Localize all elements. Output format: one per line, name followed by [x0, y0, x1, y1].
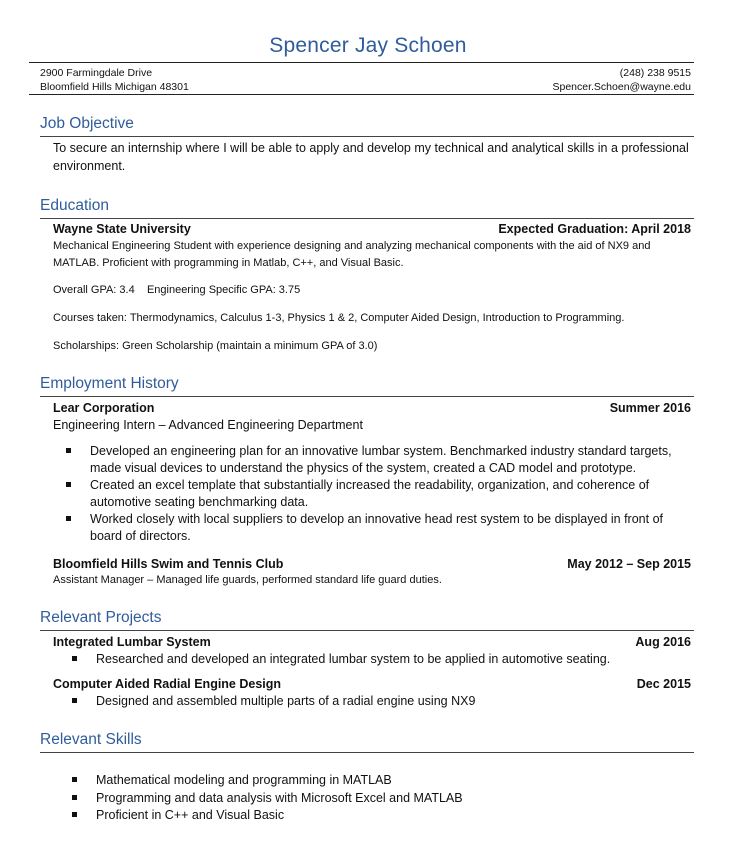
skill-item: Programming and data analysis with Microsoft Excel and MATLAB — [96, 791, 463, 805]
section-title-employment: Employment History — [40, 375, 179, 392]
section-rule-projects — [40, 630, 694, 631]
phone-number: (248) 238 9515 — [619, 67, 691, 79]
job1-company: Lear Corporation — [53, 401, 155, 415]
job1-bullet3-line2: board of directors. — [90, 529, 191, 543]
bullet-marker — [66, 482, 71, 487]
project1-date: Aug 2016 — [635, 635, 691, 649]
header-bottom-rule — [29, 94, 694, 95]
section-title-objective: Job Objective — [40, 115, 134, 132]
bullet-marker — [66, 516, 71, 521]
header-top-rule — [29, 62, 694, 63]
email-address: Spencer.Schoen@wayne.edu — [552, 81, 691, 93]
section-title-skills: Relevant Skills — [40, 731, 142, 748]
project2-date: Dec 2015 — [636, 677, 691, 691]
scholarships-line: Scholarships: Green Scholarship (maintain a minimum GPA of 3.0) — [53, 340, 378, 352]
job1-bullet3-line1: Worked closely with local suppliers to develop an innovative head rest system to be displayed in front of — [90, 512, 663, 526]
project2-bullet: Designed and assembled multiple parts of a radial engine using NX9 — [96, 694, 476, 708]
project1-bullet: Researched and developed an integrated lumbar system to be applied in automotive seating. — [96, 652, 611, 666]
school-name: Wayne State University — [53, 222, 191, 236]
job1-date: Summer 2016 — [609, 401, 691, 415]
section-title-projects: Relevant Projects — [40, 609, 162, 626]
graduation-date: Expected Graduation: April 2018 — [498, 222, 691, 236]
gpa-line: Overall GPA: 3.4 Engineering Specific GPA: 3.75 — [53, 284, 301, 296]
job1-bullet2-line1: Created an excel template that substantially increased the readability, organization, and coherence of — [90, 478, 650, 492]
education-desc-line-2: MATLAB. Proficient with programming in Matlab, C++, and Visual Basic. — [53, 257, 404, 269]
resume-name: Spencer Jay Schoen — [269, 34, 467, 57]
bullet-marker — [72, 812, 77, 817]
section-rule-education — [40, 218, 694, 219]
bullet-marker — [72, 656, 77, 661]
address-block — [40, 66, 189, 94]
project1-name: Integrated Lumbar System — [53, 635, 211, 649]
section-rule-skills — [40, 752, 694, 753]
contact-block — [552, 66, 691, 94]
job1-role: Engineering Intern – Advanced Engineering Department — [53, 418, 363, 432]
job1-bullet1-line1: Developed an engineering plan for an innovative lumbar system. Benchmarked industry standard targets, — [90, 444, 672, 458]
bullet-marker — [66, 448, 71, 453]
address-line-1: 2900 Farmingdale Drive — [40, 67, 153, 79]
job1-bullet2-line2: automotive seating benchmarking data. — [90, 495, 309, 509]
section-title-education: Education — [40, 197, 109, 214]
skill-item: Proficient in C++ and Visual Basic — [96, 808, 285, 822]
job2-company: Bloomfield Hills Swim and Tennis Club — [53, 557, 284, 571]
job2-date: May 2012 – Sep 2015 — [567, 557, 691, 571]
project2-name: Computer Aided Radial Engine Design — [53, 677, 282, 691]
section-rule-objective — [40, 136, 694, 137]
courses-line: Courses taken: Thermodynamics, Calculus 1-3, Physics 1 & 2, Computer Aided Design, Introduction to Programming. — [53, 312, 625, 324]
bullet-marker — [72, 777, 77, 782]
bullet-marker — [72, 795, 77, 800]
objective-line-1: To secure an internship where I will be able to apply and develop my technical and analytical skills in a professional — [53, 141, 689, 155]
job1-bullet1-line2: made visual devices to understand the physics of the system, created a CAD model and prototype. — [90, 461, 637, 475]
section-rule-employment — [40, 396, 694, 397]
skill-item: Mathematical modeling and programming in MATLAB — [96, 773, 392, 787]
objective-line-2: environment. — [53, 159, 126, 173]
bullet-marker — [72, 698, 77, 703]
address-line-2: Bloomfield Hills Michigan 48301 — [40, 81, 189, 93]
education-desc-line-1: Mechanical Engineering Student with experience designing and analyzing mechanical components with the aid of NX9 and — [53, 240, 651, 252]
job2-desc: Assistant Manager – Managed life guards, performed standard life guard duties. — [53, 574, 442, 586]
